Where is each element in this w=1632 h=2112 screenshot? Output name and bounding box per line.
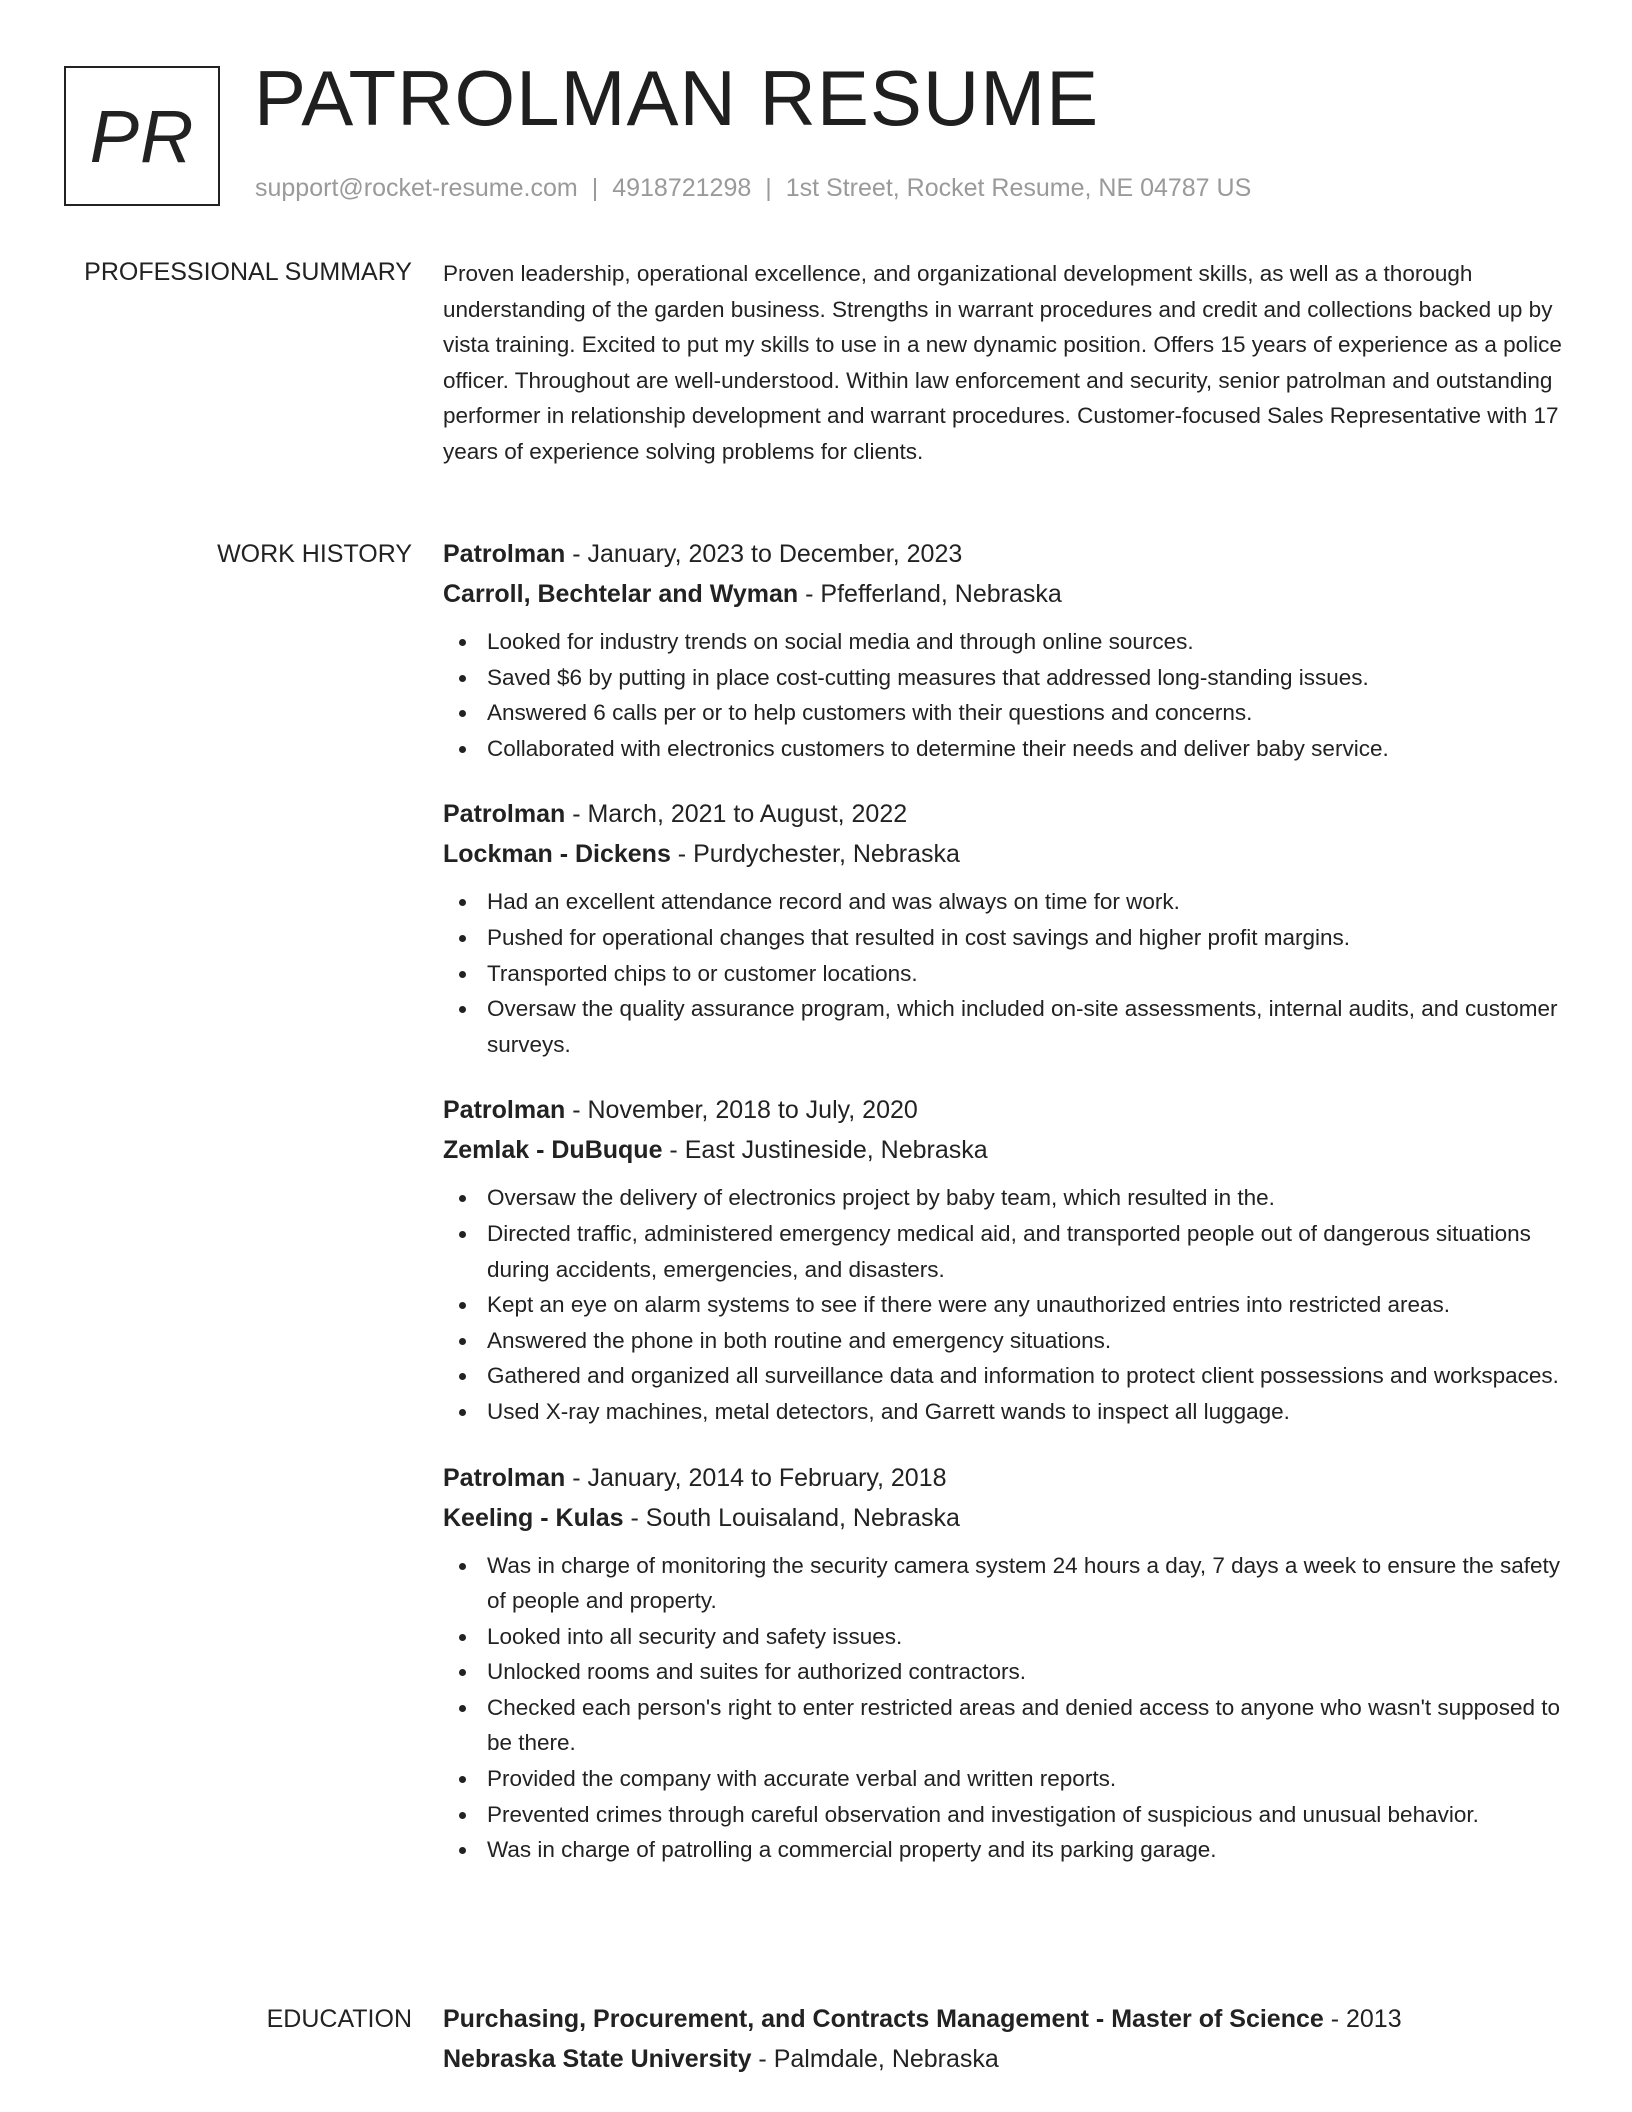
job-location: - East Justineside, Nebraska (662, 1136, 988, 1165)
education-degree-line (443, 1999, 1563, 2039)
contact-email[interactable]: support@rocket-resume.com (255, 174, 578, 202)
job-location: - Purdychester, Nebraska (670, 840, 960, 869)
job-company: Lockman - Dickens (443, 840, 671, 869)
job-bullet: Used X-ray machines, metal detectors, and Garrett wands to inspect all luggage. (443, 1394, 1563, 1430)
job-bullet: Kept an eye on alarm systems to see if there were any unauthorized entries into restricted areas. (443, 1287, 1563, 1323)
job-entry (443, 534, 1563, 766)
summary-heading: PROFESSIONAL SUMMARY (84, 258, 412, 286)
job-bullets (443, 1180, 1563, 1429)
job-bullet: Looked for industry trends on social media and through online sources. (443, 624, 1563, 660)
education-year: - 2013 (1323, 2005, 1402, 2033)
job-entry (443, 1458, 1563, 1868)
job-bullet: Had an excellent attendance record and was always on time for work. (443, 884, 1563, 920)
initials-text: PR (89, 94, 195, 178)
education-location: - Palmdale, Nebraska (751, 2045, 999, 2073)
job-company-line (443, 1130, 1563, 1170)
job-title: Patrolman (443, 540, 566, 568)
job-location: - South Louisaland, Nebraska (623, 1503, 960, 1532)
education-school: Nebraska State University (443, 2045, 752, 2073)
job-bullet: Unlocked rooms and suites for authorized contractors. (443, 1654, 1563, 1690)
job-title-line (443, 1090, 1563, 1130)
contact-phone[interactable]: 4918721298 (612, 174, 752, 202)
job-entry (443, 1090, 1563, 1429)
job-company-line (443, 1498, 1563, 1538)
job-title-line (443, 534, 1563, 574)
job-company-line (443, 574, 1563, 614)
job-bullets (443, 624, 1563, 766)
job-title-line (443, 1458, 1563, 1498)
job-dates: - March, 2021 to August, 2022 (565, 800, 908, 829)
education-school-line (443, 2039, 1563, 2079)
contact-separator: | (591, 174, 599, 202)
job-title-line (443, 794, 1563, 834)
education-degree: Purchasing, Procurement, and Contracts Management - Master of Science (443, 2005, 1324, 2033)
job-company: Carroll, Bechtelar and Wyman (443, 580, 799, 608)
job-bullet: Gathered and organized all surveillance data and information to protect client possessions and workspaces. (443, 1358, 1563, 1394)
job-company-line (443, 834, 1563, 874)
job-dates: - January, 2014 to February, 2018 (565, 1463, 947, 1492)
job-company: Keeling - Kulas (443, 1503, 624, 1532)
job-title: Patrolman (443, 800, 566, 829)
education-heading: EDUCATION (266, 2005, 412, 2033)
job-bullet: Oversaw the quality assurance program, which included on-site assessments, internal audits, and customer surveys. (443, 991, 1563, 1062)
job-bullet: Looked into all security and safety issues. (443, 1619, 1563, 1655)
job-bullet: Transported chips to or customer locations. (443, 956, 1563, 992)
job-bullet: Provided the company with accurate verbal and written reports. (443, 1761, 1563, 1797)
job-bullets (443, 884, 1563, 1062)
job-location: - Pfefferland, Nebraska (798, 580, 1062, 608)
resume-title: PATROLMAN RESUME (254, 54, 1100, 142)
job-bullets (443, 1548, 1563, 1868)
job-title: Patrolman (443, 1096, 566, 1125)
job-entry (443, 794, 1563, 1062)
job-bullet: Prevented crimes through careful observation and investigation of suspicious and unusual behavior. (443, 1797, 1563, 1833)
job-bullet: Oversaw the delivery of electronics project by baby team, which resulted in the. (443, 1180, 1563, 1216)
contact-address: 1st Street, Rocket Resume, NE 04787 US (785, 174, 1252, 202)
job-bullet: Answered the phone in both routine and emergency situations. (443, 1323, 1563, 1359)
job-dates: - January, 2023 to December, 2023 (565, 540, 963, 568)
contact-line (255, 174, 1251, 203)
job-bullet: Answered 6 calls per or to help customers with their questions and concerns. (443, 695, 1563, 731)
job-bullet: Saved $6 by putting in place cost-cutting measures that addressed long-standing issues. (443, 660, 1563, 696)
job-bullet: Was in charge of monitoring the security camera system 24 hours a day, 7 days a week to ensure the safety of people and property. (443, 1548, 1563, 1619)
contact-separator: | (765, 174, 772, 202)
job-bullet: Pushed for operational changes that resulted in cost savings and higher profit margins. (443, 920, 1563, 956)
job-bullet: Checked each person's right to enter restricted areas and denied access to anyone who wasn't supposed to be there. (443, 1690, 1563, 1761)
job-bullet: Was in charge of patrolling a commercial property and its parking garage. (443, 1832, 1563, 1868)
job-title: Patrolman (443, 1463, 566, 1492)
summary-text: Proven leadership, operational excellence, and organizational development skills, as well as a thorough understanding of the garden business. Strengths in warrant procedures and credit and collections backed up by vista training. Excited to put my skills to use in a new dynamic position. Offers 15 years of experience as a police officer. Throughout are well-understood. Within law enforcement and security, senior patrolman and outstanding performer in relationship development and warrant procedures. Customer-focused Sales Representative with 17 years of experience solving problems for clients. (443, 261, 1562, 464)
job-bullet: Directed traffic, administered emergency medical aid, and transported people out of dangerous situations during accidents, emergencies, and disasters. (443, 1216, 1563, 1287)
initials-monogram (64, 66, 220, 206)
job-company: Zemlak - DuBuque (443, 1136, 663, 1165)
work-history-heading: WORK HISTORY (217, 540, 412, 568)
job-dates: - November, 2018 to July, 2020 (565, 1096, 918, 1125)
job-bullet: Collaborated with electronics customers to determine their needs and deliver baby service. (443, 731, 1563, 767)
